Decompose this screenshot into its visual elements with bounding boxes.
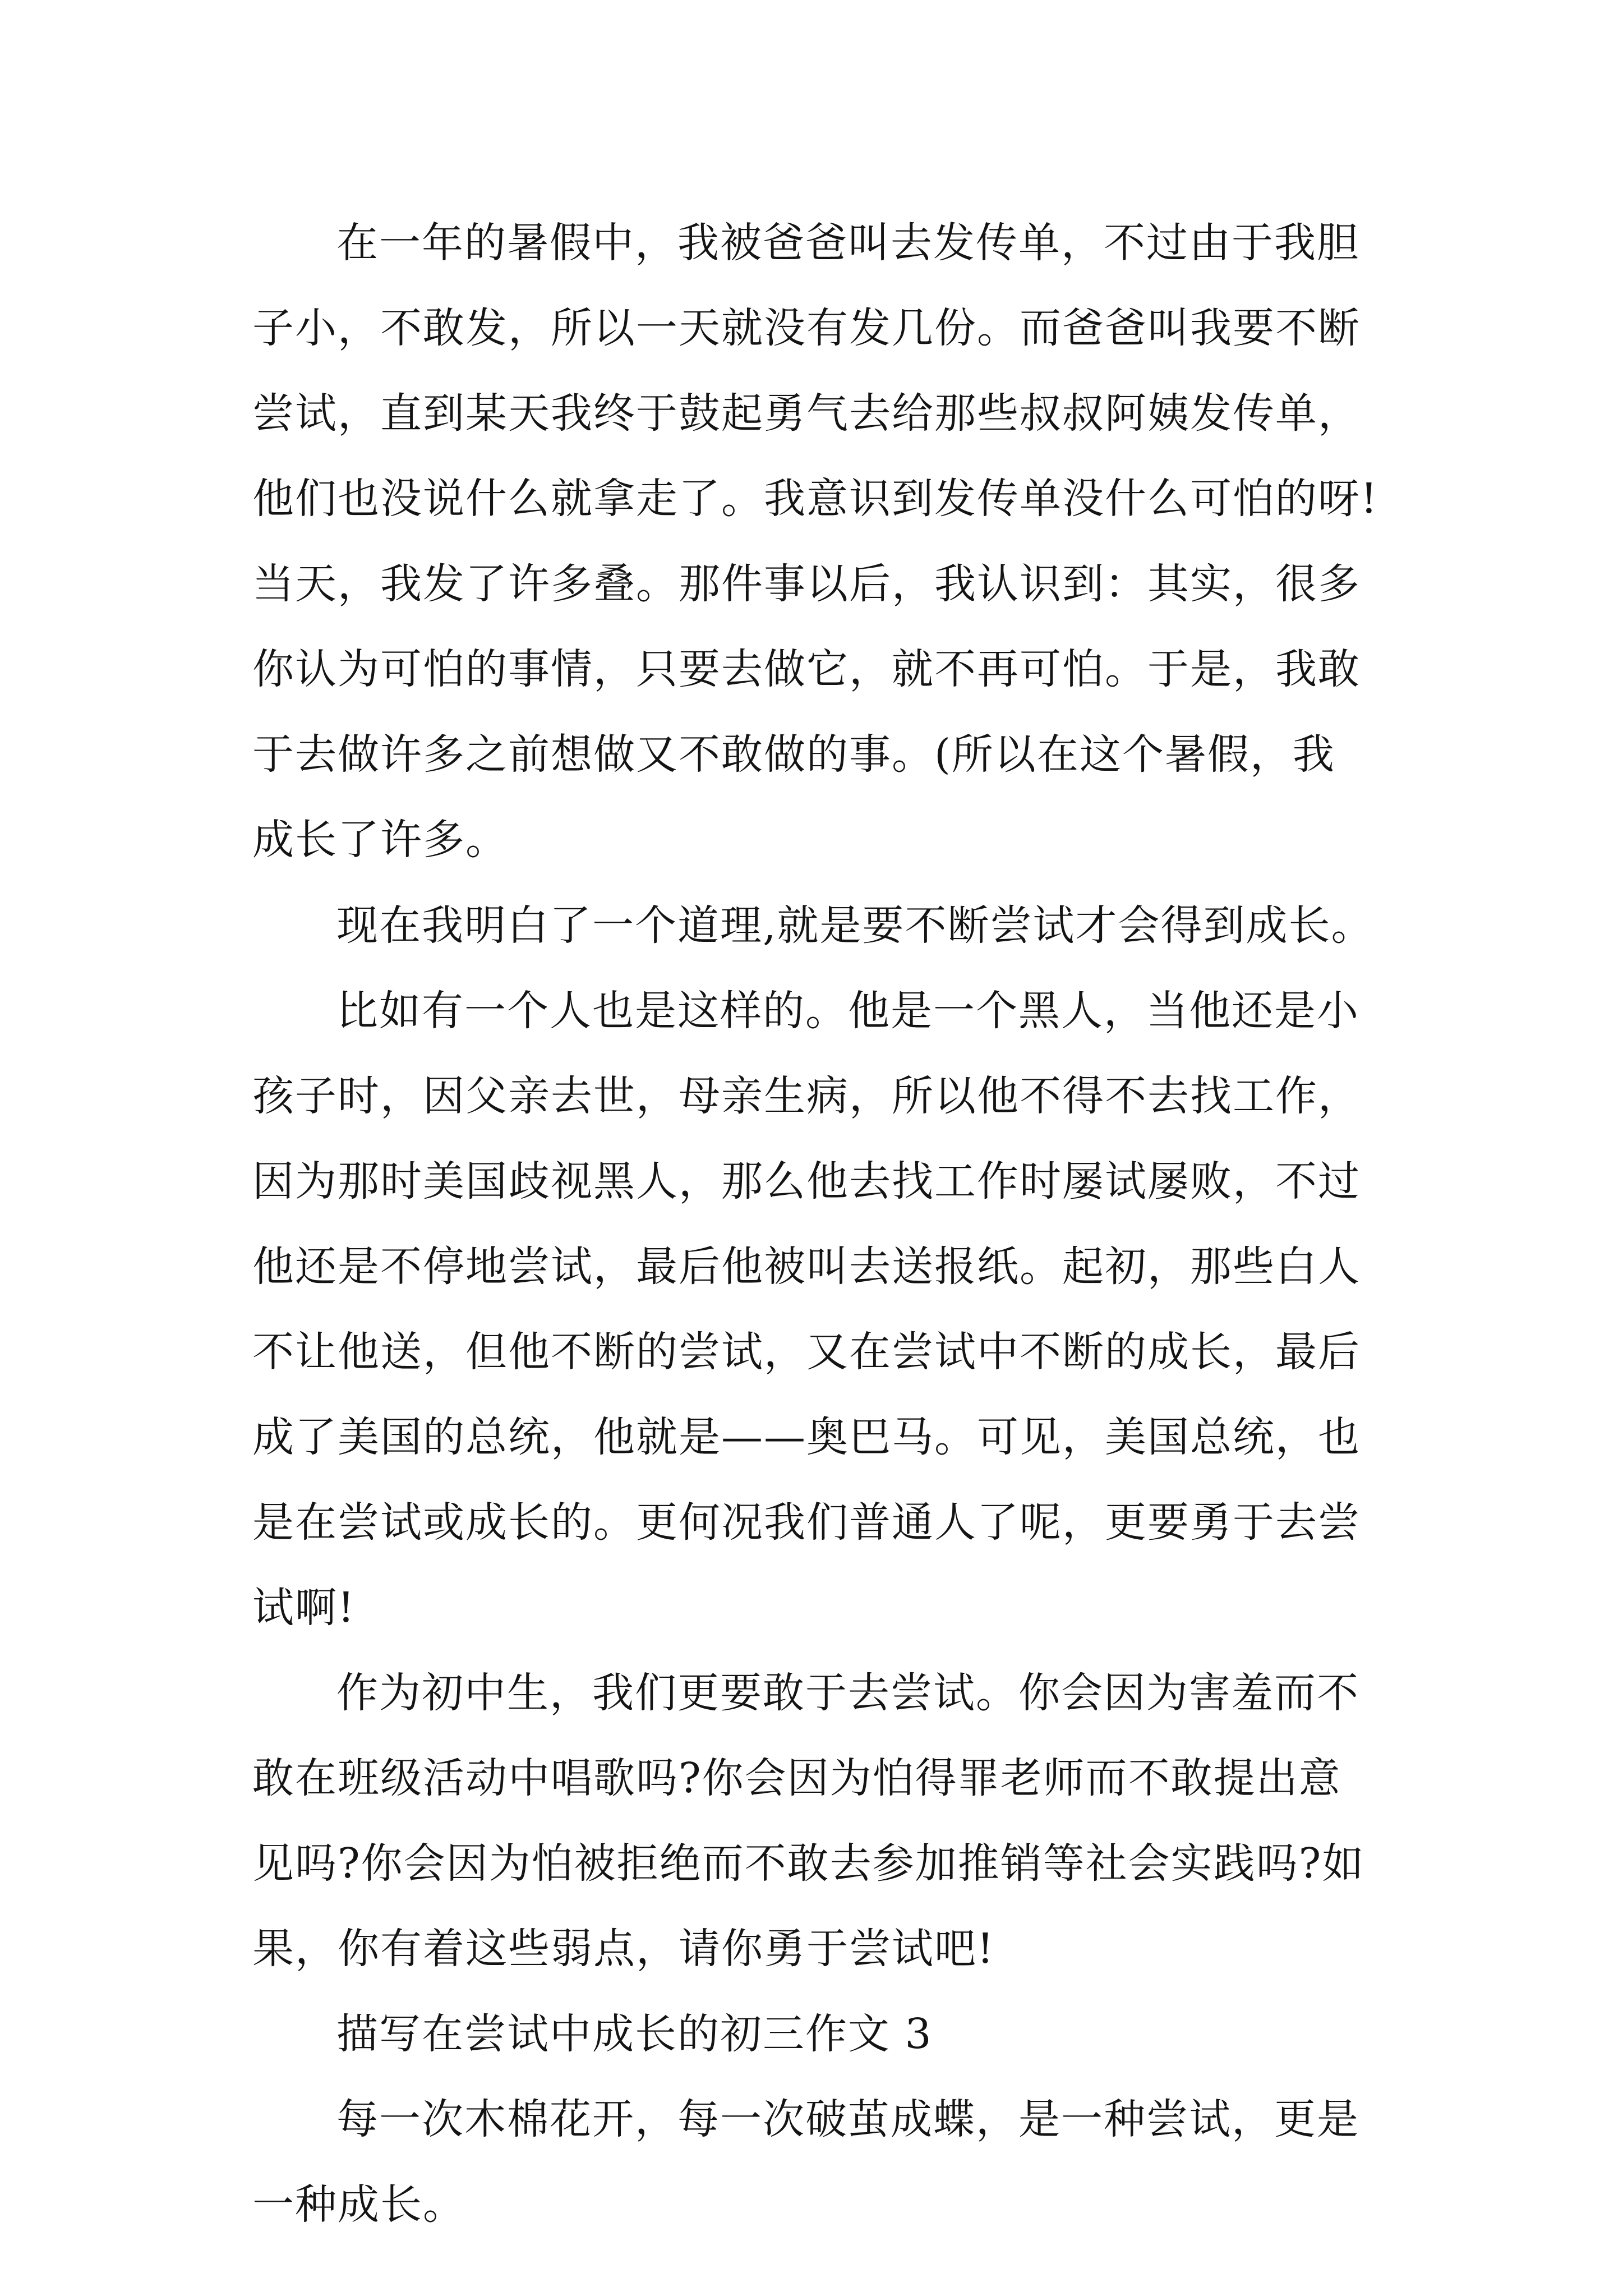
paragraph-6-line-1: 每一次木棉花开，每一次破茧成蝶，是一种尝试，更是 bbox=[336, 2095, 1359, 2143]
paragraph-1-line-2: 子小，不敢发，所以一天就没有发几份。而爸爸叫我要不断 bbox=[252, 304, 1361, 352]
paragraph-1-line-1: 在一年的暑假中，我被爸爸叫去发传单，不过由于我胆 bbox=[336, 219, 1359, 267]
paragraph-4-line-4: 果，你有着这些弱点，请你勇于尝试吧! bbox=[252, 1925, 995, 1973]
paragraph-1-line-4: 他们也没说什么就拿走了。我意识到发传单没什么可怕的呀! bbox=[252, 475, 1378, 523]
paragraph-3-line-3: 因为那时美国歧视黑人，那么他去找工作时屡试屡败，不过 bbox=[252, 1157, 1361, 1205]
paragraph-3-line-1: 比如有一个人也是这样的。他是一个黑人，当他还是小 bbox=[336, 987, 1359, 1035]
paragraph-3-line-8: 试啊! bbox=[252, 1584, 356, 1632]
paragraph-3-line-6: 成了美国的总统，他就是——奥巴马。可见，美国总统，也 bbox=[252, 1413, 1361, 1461]
paragraph-3-line-7: 是在尝试或成长的。更何况我们普通人了呢，更要勇于去尝 bbox=[252, 1498, 1361, 1547]
paragraph-1-line-3: 尝试，直到某天我终于鼓起勇气去给那些叔叔阿姨发传单， bbox=[252, 389, 1361, 438]
paragraph-3-line-2: 孩子时，因父亲去世，母亲生病，所以他不得不去找工作， bbox=[252, 1072, 1361, 1120]
paragraph-3-line-4: 他还是不停地尝试，最后他被叫去送报纸。起初，那些白人 bbox=[252, 1243, 1361, 1291]
essay-heading: 描写在尝试中成长的初三作文 3 bbox=[336, 2010, 933, 2058]
paragraph-4-line-2: 敢在班级活动中唱歌吗?你会因为怕得罪老师而不敢提出意 bbox=[252, 1754, 1341, 1802]
paragraph-4-line-1: 作为初中生，我们更要敢于去尝试。你会因为害羞而不 bbox=[336, 1669, 1359, 1717]
paragraph-6-line-2: 一种成长。 bbox=[252, 2180, 465, 2229]
paragraph-3-line-5: 不让他送，但他不断的尝试，又在尝试中不断的成长，最后 bbox=[252, 1328, 1361, 1376]
paragraph-4-line-3: 见吗?你会因为怕被拒绝而不敢去参加推销等社会实践吗?如 bbox=[252, 1839, 1365, 1888]
paragraph-1-line-5: 当天，我发了许多叠。那件事以后，我认识到：其实，很多 bbox=[252, 560, 1361, 608]
paragraph-2-line-1: 现在我明白了一个道理,就是要不断尝试才会得到成长。 bbox=[336, 901, 1374, 950]
paragraph-1-line-7: 于去做许多之前想做又不敢做的事。(所以在这个暑假，我 bbox=[252, 730, 1335, 779]
paragraph-1-line-6: 你认为可怕的事情，只要去做它，就不再可怕。于是，我敢 bbox=[252, 645, 1361, 693]
paragraph-1-line-8: 成长了许多。 bbox=[252, 816, 508, 864]
